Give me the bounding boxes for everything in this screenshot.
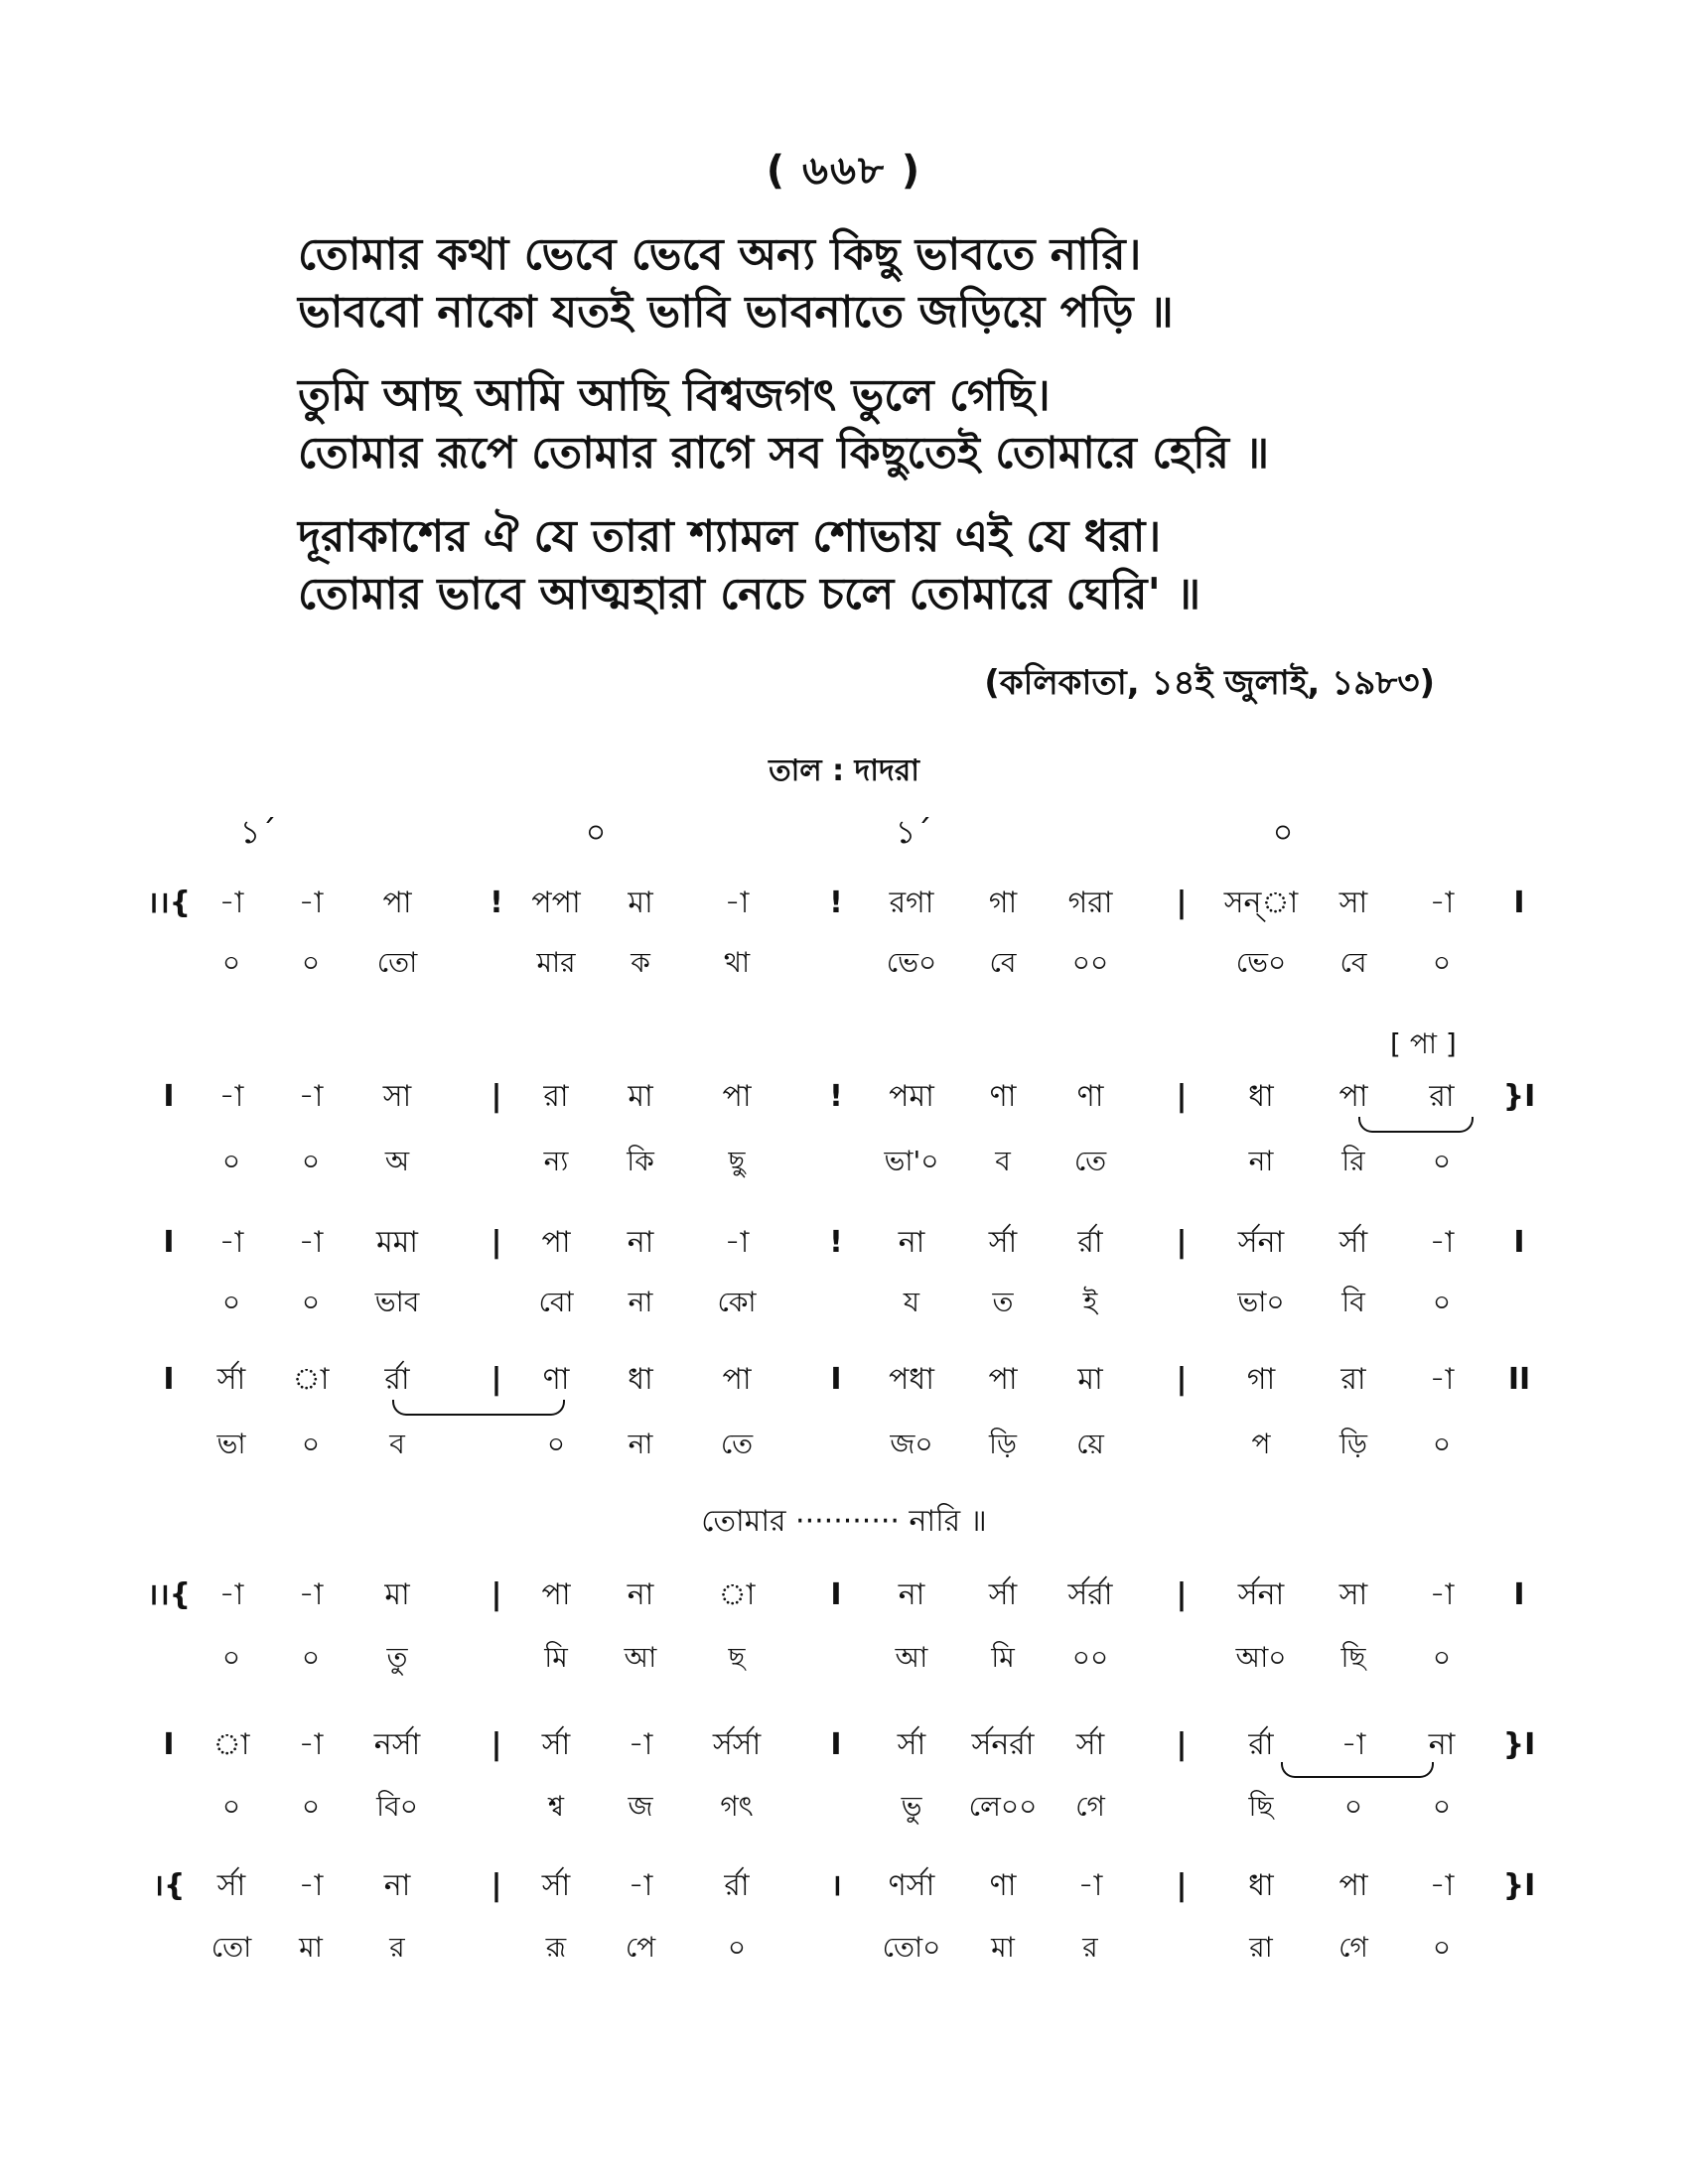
bani-syllable: ভা'০ — [884, 1145, 939, 1177]
bani-syllable: র — [389, 1931, 405, 1964]
bani-syllable: ব — [995, 1145, 1011, 1177]
notation-bar: | — [1176, 1225, 1188, 1260]
notation-bar-close: II — [1507, 1362, 1531, 1397]
bani-syllable: বি — [1341, 1286, 1365, 1318]
bani-syllable: মার — [536, 946, 576, 979]
swara-note: না — [627, 1225, 654, 1260]
swara-note: না — [627, 1577, 654, 1612]
swara-note: -া — [1340, 1727, 1366, 1762]
swara-note: -া — [1429, 886, 1455, 920]
beat-mark: ১´ — [895, 813, 932, 851]
swara-note: -া — [628, 1727, 653, 1762]
swara-note: -া — [724, 886, 750, 920]
variant-note: [ পা ] — [1390, 1027, 1457, 1060]
lyric-line: তোমার ভাবে আত্মহারা নেচে চলে তোমারে ঘেরি' ॥ — [298, 569, 1201, 619]
bani-syllable: ছু — [728, 1145, 746, 1177]
bani-syllable: ০ — [301, 1641, 321, 1674]
bani-syllable: প — [1251, 1428, 1271, 1460]
swara-note: ধা — [1248, 1079, 1274, 1114]
tala-heading: তাল : দাদরা — [769, 753, 919, 788]
bani-syllable: ব — [389, 1428, 405, 1460]
notation-bar: | — [491, 1577, 502, 1612]
refrain-line: তোমার ··········· নারি ॥ — [701, 1504, 987, 1539]
swara-note: সা — [1338, 1577, 1368, 1612]
notation-bar: I — [830, 1362, 842, 1397]
swara-note: -া — [218, 1225, 244, 1260]
swara-note: -া — [218, 886, 244, 920]
swara-note: -া — [298, 1727, 324, 1762]
bani-syllable: তো০ — [882, 1931, 941, 1964]
bani-syllable: তো — [376, 946, 418, 979]
slur-mark — [392, 1400, 565, 1416]
swara-note: মা — [628, 1079, 653, 1114]
swara-note: রা — [1340, 1362, 1366, 1397]
bani-syllable: না — [628, 1286, 653, 1318]
lyric-line: তোমার রূপে তোমার রাগে সব কিছুতেই তোমারে হেরি ॥ — [298, 428, 1270, 478]
swara-note: -া — [1429, 1577, 1455, 1612]
swara-note: ণর্সা — [888, 1868, 935, 1903]
swara-note: পপা — [531, 886, 581, 920]
bani-syllable: ০ — [727, 1931, 747, 1964]
swara-note: -া — [298, 1079, 324, 1114]
bani-syllable: ০ — [1432, 946, 1452, 979]
swara-note: র্রা — [1077, 1225, 1103, 1260]
swara-note: সন্া — [1223, 886, 1299, 920]
bani-syllable: জ০ — [890, 1428, 933, 1460]
swara-note: র্সনর্রা — [971, 1727, 1035, 1762]
swara-note: না — [1428, 1727, 1456, 1762]
notation-bar-open: ।।{ — [146, 886, 192, 920]
swara-note: মমা — [375, 1225, 419, 1260]
notation-bar: | — [1176, 1727, 1188, 1762]
bani-syllable: ভে০ — [886, 946, 937, 979]
swara-note: ধা — [628, 1362, 653, 1397]
bani-syllable: লে০০ — [968, 1790, 1038, 1823]
swara-note: পা — [988, 1362, 1018, 1397]
swara-note: না — [383, 1868, 411, 1903]
swara-note: গা — [1246, 1362, 1276, 1397]
swara-note: ণা — [989, 1868, 1017, 1903]
swara-note: মা — [1077, 1362, 1103, 1397]
bani-syllable: ০০ — [1071, 1641, 1109, 1674]
swara-note: -া — [1429, 1362, 1455, 1397]
swara-note: পধা — [889, 1362, 934, 1397]
bani-syllable: গৎ — [720, 1790, 754, 1823]
notation-bar: ! — [829, 886, 843, 920]
bani-syllable: ত — [992, 1286, 1014, 1318]
notation-bar: I — [830, 1577, 842, 1612]
notation-bar: ! — [490, 886, 503, 920]
swara-note: পমা — [889, 1079, 934, 1114]
swara-note: পা — [541, 1577, 571, 1612]
swara-note: -া — [218, 1577, 244, 1612]
swara-note: ণা — [1076, 1079, 1104, 1114]
swara-note: না — [898, 1225, 925, 1260]
swara-note: র্সনা — [1237, 1225, 1285, 1260]
swara-note: -া — [1077, 1868, 1103, 1903]
swara-note: ণা — [542, 1362, 570, 1397]
bani-syllable: থা — [723, 946, 751, 979]
bani-syllable: ০ — [221, 946, 241, 979]
bani-syllable: ভা — [216, 1428, 246, 1460]
bani-syllable: ন্য — [543, 1145, 569, 1177]
bani-syllable: ০ — [1343, 1790, 1363, 1823]
swara-note: -া — [298, 1868, 324, 1903]
bani-syllable: মি — [991, 1641, 1015, 1674]
swara-note: র্সা — [1338, 1225, 1368, 1260]
bani-syllable: রি — [1341, 1145, 1365, 1177]
bani-syllable: জ — [628, 1790, 653, 1823]
slur-mark — [1358, 1117, 1474, 1133]
bani-syllable: ক — [631, 946, 650, 979]
notation-bar-open: I — [163, 1727, 175, 1762]
swara-note: পা — [1338, 1079, 1368, 1114]
swara-note: র্রা — [1248, 1727, 1274, 1762]
notation-bar: | — [491, 1225, 502, 1260]
swara-note: র্সা — [988, 1577, 1018, 1612]
swara-note: া — [292, 1362, 330, 1397]
swara-note: র্সর্সা — [712, 1727, 762, 1762]
bani-syllable: বি০ — [376, 1790, 418, 1823]
beat-mark: ০ — [585, 813, 607, 851]
notation-bar: ! — [829, 1079, 843, 1114]
bani-syllable: আ — [895, 1641, 928, 1674]
notation-bar-open: ।{ — [152, 1868, 186, 1903]
notation-bar: | — [1176, 1577, 1188, 1612]
swara-note: ণা — [989, 1079, 1017, 1114]
swara-note: মা — [628, 886, 653, 920]
bani-syllable: ০ — [1432, 1286, 1452, 1318]
bani-syllable: ছি — [1340, 1641, 1366, 1674]
bani-syllable: ০ — [301, 1145, 321, 1177]
notation-bar-close: I — [1513, 1225, 1525, 1260]
swara-note: র্রা — [724, 1868, 750, 1903]
lyric-line: ভাববো নাকো যতই ভাবি ভাবনাতে জড়িয়ে পড়ি ॥ — [298, 287, 1174, 338]
swara-note: মা — [384, 1577, 410, 1612]
notation-bar: I — [830, 1727, 842, 1762]
swara-note: -া — [298, 886, 324, 920]
bani-syllable: ড়ি — [989, 1428, 1017, 1460]
swara-note: র্সা — [897, 1727, 926, 1762]
notation-bar: | — [1176, 1362, 1188, 1397]
swara-note: র্সর্রা — [1067, 1577, 1113, 1612]
swara-note: পা — [382, 886, 412, 920]
notation-bar-open: I — [163, 1362, 175, 1397]
swara-note: র্সা — [1075, 1727, 1105, 1762]
bani-syllable: ছ — [728, 1641, 746, 1674]
swara-note: র্সা — [541, 1727, 571, 1762]
bani-syllable: শ্ব — [548, 1790, 564, 1823]
swara-note: -া — [298, 1577, 324, 1612]
notation-bar-close: I — [1513, 1577, 1525, 1612]
beat-mark: ০ — [1272, 813, 1294, 851]
swara-note: র্সা — [541, 1868, 571, 1903]
bani-syllable: বো — [538, 1286, 574, 1318]
swara-note: সা — [1338, 886, 1368, 920]
notation-bar: | — [1176, 1868, 1188, 1903]
swara-note: না — [898, 1577, 925, 1612]
swara-note: ধা — [1248, 1868, 1274, 1903]
bani-syllable: অ — [384, 1145, 410, 1177]
lyric-line: তোমার কথা ভেবে ভেবে অন্য কিছু ভাবতে নারি। — [298, 229, 1142, 280]
notation-bar: | — [491, 1362, 502, 1397]
notation-bar: | — [491, 1727, 502, 1762]
slur-mark — [1281, 1762, 1434, 1778]
bani-syllable: না — [1248, 1145, 1274, 1177]
swara-note: রা — [543, 1079, 569, 1114]
bani-syllable: ০ — [301, 1790, 321, 1823]
swara-note: র্সা — [216, 1868, 246, 1903]
swara-note: া — [212, 1727, 250, 1762]
notation-bar: | — [1176, 1079, 1188, 1114]
swara-note: -া — [1429, 1225, 1455, 1260]
bani-syllable: ০ — [1432, 1790, 1452, 1823]
bani-syllable: ভাব — [374, 1286, 420, 1318]
place-date: (কলিকাতা, ১৪ই জুলাই, ১৯৮৩) — [984, 663, 1435, 703]
swara-note: রা — [1429, 1079, 1455, 1114]
swara-note: -া — [1429, 1868, 1455, 1903]
lyric-line: দূরাকাশের ঐ যে তারা শ্যামল শোভায় এই যে ধরা। — [298, 511, 1162, 562]
bani-syllable: ০ — [221, 1641, 241, 1674]
bani-syllable: ০ — [301, 1286, 321, 1318]
swara-note: -া — [218, 1079, 244, 1114]
swara-note: -া — [628, 1868, 653, 1903]
swara-note: -া — [298, 1225, 324, 1260]
swara-note: সা — [382, 1079, 412, 1114]
bani-syllable: কি — [627, 1145, 654, 1177]
bani-syllable: ভা০ — [1237, 1286, 1285, 1318]
swara-note: গরা — [1067, 886, 1113, 920]
beat-mark: ১´ — [239, 813, 277, 851]
notation-bar-open: ।।{ — [146, 1577, 192, 1612]
swara-note: নর্সা — [373, 1727, 421, 1762]
bani-syllable: ০ — [1432, 1428, 1452, 1460]
bani-syllable: গে — [1075, 1790, 1105, 1823]
swara-note: র্সা — [216, 1362, 246, 1397]
swara-note: র্সা — [988, 1225, 1018, 1260]
notation-bar: | — [491, 1079, 502, 1114]
swara-note: র্সনা — [1237, 1577, 1285, 1612]
bani-syllable: ০ — [301, 946, 321, 979]
bani-syllable: বে — [1339, 946, 1367, 979]
swara-note: -া — [724, 1225, 750, 1260]
bani-syllable: ০ — [1432, 1931, 1452, 1964]
bani-syllable: মি — [544, 1641, 568, 1674]
bani-syllable: ০ — [546, 1428, 566, 1460]
bani-syllable: ই — [1082, 1286, 1098, 1318]
bani-syllable: গে — [1338, 1931, 1368, 1964]
bani-syllable: য়ে — [1076, 1428, 1104, 1460]
bani-syllable: রা — [1249, 1931, 1273, 1964]
lyric-line: তুমি আছ আমি আছি বিশ্বজগৎ ভুলে গেছি। — [298, 370, 1051, 421]
bani-syllable: মা — [991, 1931, 1015, 1964]
bani-syllable: ০ — [221, 1790, 241, 1823]
bani-syllable: ভে০ — [1235, 946, 1287, 979]
bani-syllable: তু — [386, 1641, 408, 1674]
bani-syllable: ড়ি — [1339, 1428, 1367, 1460]
bani-syllable: ০০ — [1071, 946, 1109, 979]
swara-note: পা — [1338, 1868, 1368, 1903]
swara-note: া — [718, 1577, 756, 1612]
notation-bar: | — [1176, 886, 1188, 920]
swara-note: পা — [541, 1225, 571, 1260]
notation-bar: । — [830, 1868, 842, 1903]
bani-syllable: য — [903, 1286, 920, 1318]
bani-syllable: মা — [299, 1931, 323, 1964]
notation-bar-open: I — [163, 1079, 175, 1114]
page-number: ( ৬৬৮ ) — [766, 148, 922, 194]
swara-note: পা — [722, 1362, 752, 1397]
bani-syllable: কো — [717, 1286, 757, 1318]
notation-bar-open: I — [163, 1225, 175, 1260]
swara-note: গা — [988, 886, 1018, 920]
notation-bar-close: }I — [1502, 1079, 1536, 1114]
notation-bar: | — [491, 1868, 502, 1903]
bani-syllable: তে — [1073, 1145, 1107, 1177]
bani-syllable: ০ — [1432, 1641, 1452, 1674]
bani-syllable: আ০ — [1235, 1641, 1287, 1674]
bani-syllable: ০ — [221, 1286, 241, 1318]
bani-syllable: তো — [211, 1931, 252, 1964]
bani-syllable: পে — [625, 1931, 656, 1964]
bani-syllable: ০ — [301, 1428, 321, 1460]
swara-note: র্রা — [384, 1362, 410, 1397]
bani-syllable: ০ — [221, 1145, 241, 1177]
bani-syllable: বে — [989, 946, 1017, 979]
bani-syllable: তে — [720, 1428, 754, 1460]
notation-bar-close: I — [1513, 886, 1525, 920]
bani-syllable: ছি — [1248, 1790, 1274, 1823]
bani-syllable: রূ — [545, 1931, 567, 1964]
notation-bar: ! — [829, 1225, 843, 1260]
notation-bar-close: }I — [1502, 1727, 1536, 1762]
notation-bar-close: }I — [1502, 1868, 1536, 1903]
bani-syllable: র — [1082, 1931, 1098, 1964]
bani-syllable: আ — [624, 1641, 657, 1674]
bani-syllable: না — [628, 1428, 653, 1460]
swara-note: পা — [722, 1079, 752, 1114]
bani-syllable: ভু — [901, 1790, 922, 1823]
bani-syllable: ০ — [1432, 1145, 1452, 1177]
swara-note: রগা — [889, 886, 934, 920]
